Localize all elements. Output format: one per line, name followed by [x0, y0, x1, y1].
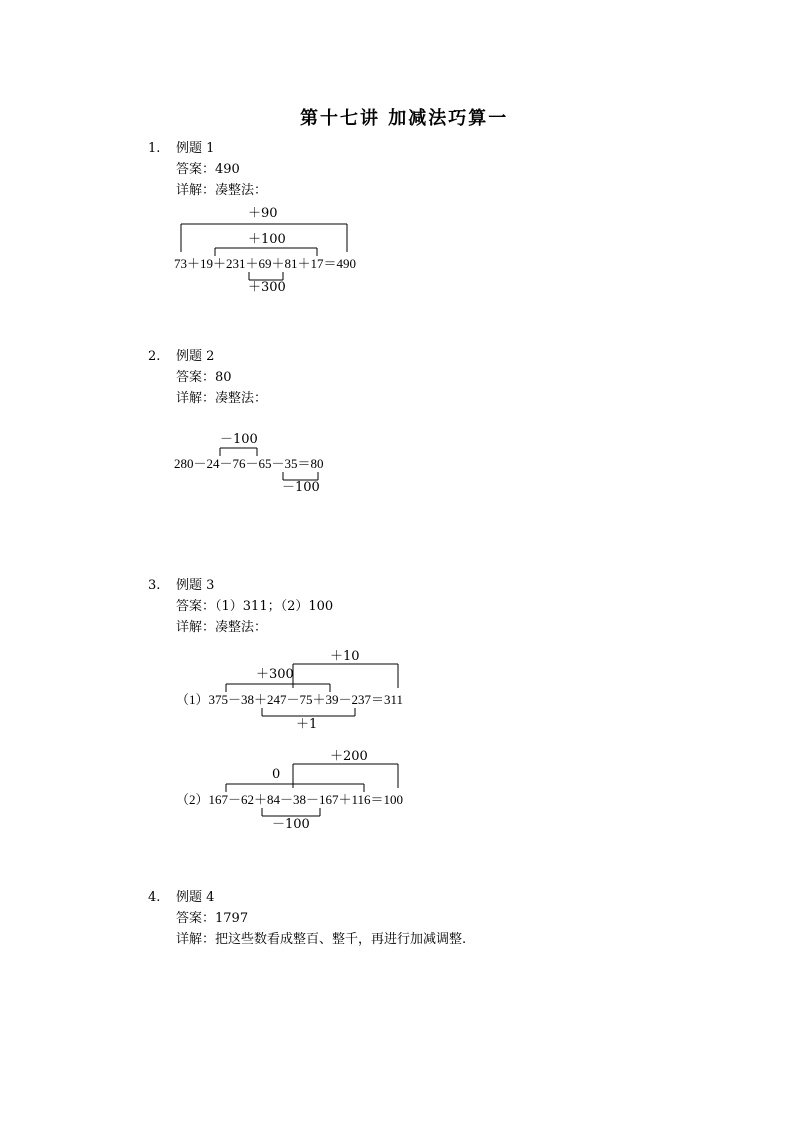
- bracket-plus-1: [262, 708, 355, 716]
- answer-line: 答案：1797: [176, 911, 249, 926]
- bracket-label: －100: [282, 480, 320, 495]
- equation: （2）167－62＋84－38－167＋116＝100: [176, 792, 404, 807]
- bracket-plus-300: [249, 272, 283, 280]
- problem-heading: 例题 2: [176, 349, 215, 364]
- problem-heading: 例题 1: [176, 141, 215, 156]
- bracket-label: ＋200: [330, 749, 368, 764]
- bracket-label: ＋90: [248, 206, 278, 221]
- problem-heading: 例题 3: [176, 578, 215, 593]
- bracket-label: ＋1: [296, 717, 318, 732]
- bracket-minus-100-bottom: [283, 472, 318, 480]
- equation: 73＋19＋231＋69＋81＋17＝490: [174, 256, 357, 271]
- answer-line: 答案：80: [176, 370, 232, 385]
- bracket-label: ＋300: [248, 280, 286, 295]
- bracket-plus-100: [215, 248, 317, 256]
- bracket-label: ＋300: [256, 667, 294, 682]
- detail-line: 详解：凑整法：: [176, 620, 268, 635]
- equation: 280－24－76－65－35＝80: [174, 456, 324, 471]
- bracket-zero: [226, 784, 364, 792]
- page-title: 第十七讲 加减法巧算一: [300, 108, 509, 129]
- answer-line: 答案：490: [176, 162, 240, 177]
- problem-number: 2.: [148, 349, 161, 364]
- problem-number: 4.: [148, 890, 161, 905]
- problem-number: 1.: [148, 141, 161, 156]
- problem-number: 3.: [148, 578, 161, 593]
- detail-line: 详解：凑整法：: [176, 391, 268, 406]
- bracket-label: ＋100: [248, 232, 286, 247]
- bracket-minus-100-top: [220, 448, 257, 456]
- bracket-label: ＋10: [330, 649, 360, 664]
- problem-heading: 例题 4: [176, 890, 215, 905]
- detail-line: 详解：把这些数看成整百、整千，再进行加减调整.: [176, 932, 467, 947]
- bracket-label: －100: [220, 432, 258, 447]
- equation: （1）375－38＋247－75＋39－237＝311: [176, 692, 404, 707]
- bracket-label: －100: [272, 817, 310, 832]
- bracket-plus-300: [226, 684, 330, 692]
- bracket-minus-100: [262, 808, 320, 816]
- bracket-label: 0: [272, 767, 281, 782]
- detail-line: 详解：凑整法：: [176, 183, 268, 198]
- answer-line: 答案：（1）311；（2）100: [176, 599, 334, 614]
